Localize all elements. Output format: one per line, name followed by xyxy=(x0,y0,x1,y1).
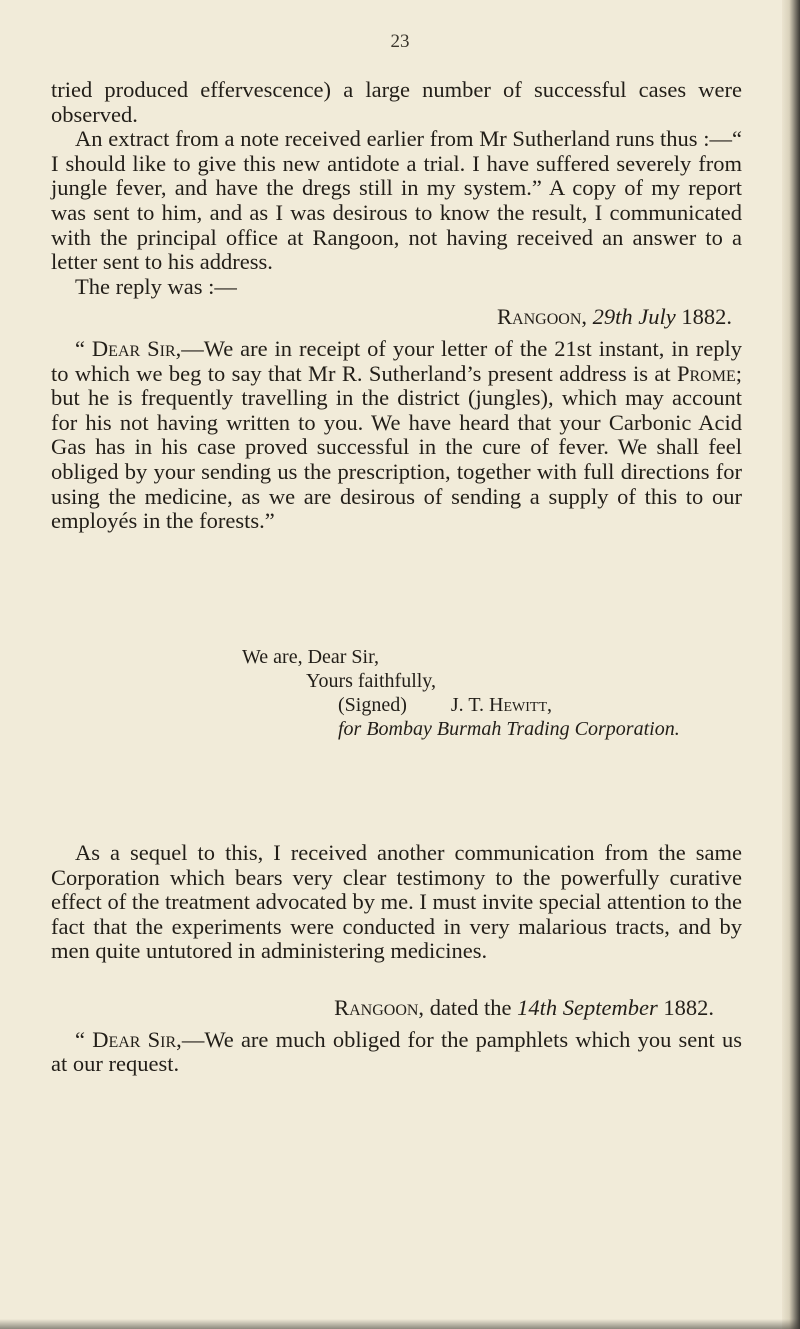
letter-1-text-a: —We are in receipt of your letter of the 21st instant, in reply to which we beg to say that Mr R. Sutherland’s present address is at xyxy=(51,335,742,386)
paragraph-1: tried produced effervescence) a large number of successful cases were observed. xyxy=(51,77,742,127)
letter-2-year: 1882. xyxy=(663,995,714,1020)
letter-1-place: Rangoon, xyxy=(497,304,588,330)
letter-1-dateline xyxy=(51,305,742,330)
letter-2 xyxy=(51,996,742,1077)
letter-1-body xyxy=(51,337,742,534)
paragraph-2: An extract from a note received earlier from Mr Sutherland runs thus :—“ I should like to give this new antidote a trial. I have suffered severely from jungle fever, and have the dregs still in my system.” A copy of my report was sent to him, and as I was desirous to know the result, I communicated with the principal office at Rangoon, not having received an answer to a letter sent to his address. xyxy=(51,126,742,275)
letter-1-date: 29th July xyxy=(592,304,676,330)
letter-1-year: 1882. xyxy=(681,304,732,330)
signed-label: (Signed) xyxy=(338,694,407,716)
letter-2-dated: dated the xyxy=(429,995,512,1020)
letter-1-prome: Prome xyxy=(676,360,736,386)
sequel-section xyxy=(51,841,742,964)
letter-1-text-b: ; but he is frequently travelling in the district (jungles), which may account for his not having written to you. We have heard that your Carbonic Acid Gas has in his case proved successful in the cure of fever. We shall feel obliged by your sending us the prescription, together with full directions for using the medicine, as we are desirous of sending a supply of this to our employés in the forests.” xyxy=(51,360,742,534)
page-body xyxy=(51,78,742,534)
page-number: 23 xyxy=(390,31,410,52)
page-bottom-shadow xyxy=(0,1319,800,1329)
letter-2-place: Rangoon, xyxy=(334,995,425,1020)
letter-2-date: 14th September xyxy=(517,995,658,1020)
page-edge-shadow xyxy=(782,0,800,1329)
letter-1-closing xyxy=(242,645,680,741)
signatory-name: J. T. Hewitt, xyxy=(450,694,553,716)
closing-line-2: Yours faithfully, xyxy=(306,670,437,692)
letter-1-salutation: “ Dear Sir, xyxy=(75,335,182,361)
closing-line-1: We are, Dear Sir, xyxy=(242,646,379,668)
signature-line xyxy=(242,693,680,717)
letter-2-text: —We are much obliged for the pamphlets which you sent us at our request. xyxy=(51,1026,743,1077)
paragraph-4: As a sequel to this, I received another communication from the same Corporation which bears very clear testimony to the powerfully curative effect of the treatment advocated by me. I must invite special attention to the fact that the experiments were conducted in very malarious tracts, and by men quite untutored in administering medicines. xyxy=(51,840,742,964)
letter-2-body xyxy=(51,1028,742,1077)
paragraph-3: The reply was :— xyxy=(75,273,237,299)
letter-2-dateline xyxy=(51,996,742,1021)
letter-2-salutation: “ Dear Sir, xyxy=(75,1026,182,1052)
signatory-company: for Bombay Burmah Trading Corporation. xyxy=(338,718,680,740)
